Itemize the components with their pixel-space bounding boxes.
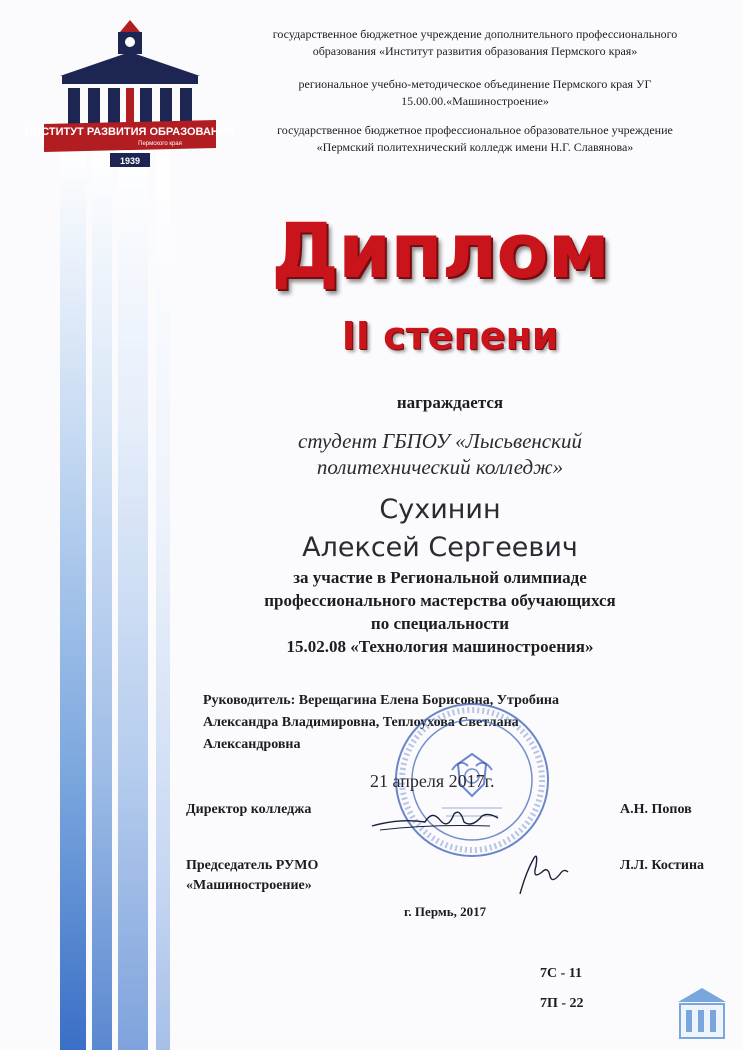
director-title: Директор колледжа [186, 802, 312, 817]
registration-code-2: 7П - 22 [540, 996, 584, 1011]
institute-logo [25, 14, 235, 174]
diploma-title: Диплом [271, 206, 609, 295]
purpose-line4: 15.02.08 «Технология машиностроения» [286, 637, 594, 656]
organization-3 [225, 122, 725, 156]
org1-line1: государственное бюджетное учреждение дополнительного профессионального [272, 27, 678, 41]
issue-date: 21 апреля 2017г. [370, 771, 495, 791]
decor-stripe [92, 150, 112, 1050]
purpose-line1: за участие в Региональной олимпиаде [293, 568, 587, 587]
logo-region-text: Пермского края [138, 141, 182, 147]
rumo-title-line2: «Машиностроение» [186, 878, 312, 893]
college-corner-logo [676, 986, 728, 1040]
recipient-given-names: Алексей Сергеевич [302, 532, 578, 563]
org3-line2: «Пермский политехнический колледж имени Н.Г. Славянова» [316, 140, 634, 154]
organization-1 [225, 26, 725, 60]
purpose-line3: по специальности [370, 614, 510, 633]
student-line2: политехнический колледж» [316, 455, 564, 479]
purpose-line2: профессионального мастерства обучающихся [264, 591, 616, 610]
director-name: А.Н. Попов [620, 802, 692, 817]
org3-line1: государственное бюджетное профессиональное образовательное учреждение [277, 123, 673, 137]
director-signature [370, 804, 500, 834]
recipient-surname: Сухинин [379, 494, 501, 525]
rumo-chair-name: Л.Л. Костина [620, 858, 705, 873]
award-text: награждается [396, 393, 504, 412]
org1-line2: образования «Институт развития образования Пермского края» [312, 44, 638, 58]
diploma-degree: II степени [341, 314, 559, 358]
decor-stripe [60, 150, 86, 1050]
logo-year-text: 1939 [119, 156, 141, 166]
rumo-signature [512, 848, 572, 898]
leaders-line2: Александра Владимировна, Теплоухова Светлана [203, 715, 519, 730]
student-affiliation [230, 428, 650, 480]
logo-name-text: ИНСТИТУТ РАЗВИТИЯ ОБРАЗОВАНИЯ [25, 126, 235, 138]
award-purpose [180, 566, 700, 658]
student-line1: студент ГБПОУ «Лысьвенский [298, 429, 582, 453]
leaders-line3: Александровна [203, 737, 301, 752]
organization-2 [225, 76, 725, 110]
rumo-title-line1: Председатель РУМО [186, 858, 319, 873]
city-year: г. Пермь, 2017 [404, 904, 487, 919]
registration-code-1: 7С - 11 [540, 966, 582, 981]
org2-line1: региональное учебно-методическое объединение Пермского края УГ [298, 77, 652, 91]
org2-line2: 15.00.00.«Машиностроение» [401, 94, 549, 108]
leaders-line1: Руководитель: Верещагина Елена Борисовна, Утробина [203, 693, 559, 708]
decor-stripe [118, 150, 148, 1050]
rumo-title [186, 856, 318, 896]
decor-stripe [156, 150, 170, 1050]
